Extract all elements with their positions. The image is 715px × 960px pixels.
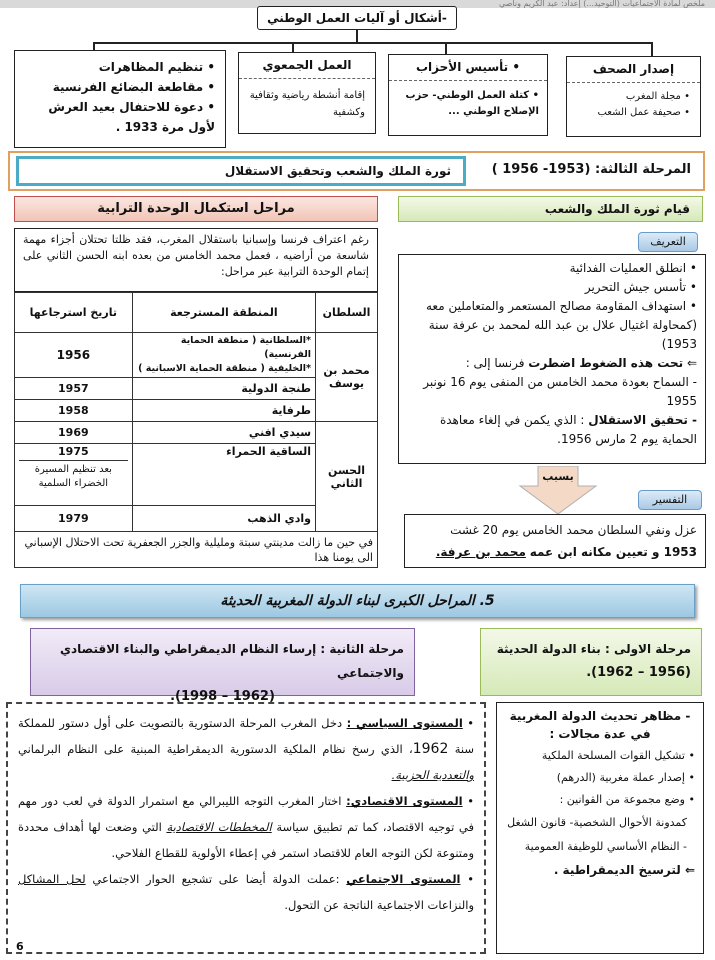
list-item: • دعوة للاحتفال بعيد العرش لأول مرة 1933 . [21, 97, 215, 137]
explanation-line2: 1953 و تعيين مكانه ابن عمه محمد بن عرفة. [435, 545, 697, 559]
parties-box [388, 54, 548, 136]
stage1-title: مرحلة الاولى : بناء الدولة الحديثة [496, 642, 691, 656]
connector [292, 42, 294, 52]
page-title: -أشكال أو آليات العمل الوطني [257, 6, 457, 30]
laws-text: كمدونة الأحوال الشخصية- قانون الشغل - النظام الأساسي للوظيفة العمومية [507, 816, 687, 853]
stage1-years: (1956 – 1962). [586, 665, 691, 680]
stage2-title: مرحلة الثانية : إرساء النظام الديمقراطي والبناء الاقتصادي والاجتماعي [59, 642, 404, 680]
stage1-box [480, 628, 702, 696]
stage2-years: (1962 – 1998). [170, 689, 275, 704]
list-item: • استهداف المقاومة مصالح المستعمر والمتعاملين معه (كمحاولة اغتيال علال بن عبد الله لمحمد بن عرفة سنة 1953) [407, 297, 697, 354]
press-box [566, 56, 701, 137]
table-cell: 1969 [15, 422, 133, 444]
table-cell: 1979 [15, 506, 133, 532]
associations-text: إقامة أنشطة رياضية وثقافية وكشفية [249, 90, 365, 118]
table-cell: 1956 [15, 333, 133, 378]
list-item: • تنظيم المظاهرات [21, 57, 215, 77]
revolution-box [398, 254, 706, 464]
social-level: • المستوى الاجتماعي :عملت الدولة أيضا على تشجيع الحوار الاجتماعي لحل المشاكل والنزاعات الاجتماعية الناتجة عن التحول. [18, 872, 474, 912]
list-item: • مقاطعة البضائع الفرنسية [21, 77, 215, 97]
explanation-box [404, 514, 706, 568]
phase3-label: المرحلة الثالثة: (1953- 1956 ) [491, 162, 691, 177]
sultan-2: الحسن الثاني [316, 422, 378, 532]
connector [93, 42, 95, 50]
page-number: 6 [16, 940, 24, 953]
modernization-title: - مظاهر تحديث الدولة المغربية في عدة مجالات : [509, 709, 691, 741]
connector [445, 42, 447, 54]
section5-title: المراحل الكبرى لبناء الدولة المغربية الحديثة [220, 593, 475, 609]
associations-box [238, 52, 376, 134]
table-cell: 1975 بعد تنظيم المسيرة الخضراء السلمية [15, 444, 133, 506]
associations-title: العمل الجمعوي [239, 53, 375, 79]
conclusion: ⇐ لترسيخ الديمقراطية . [553, 863, 695, 877]
levels-box [6, 702, 486, 954]
parties-text: • كتلة العمل الوطني- حزب الإصلاح الوطني ... [405, 90, 539, 117]
table-footer: في حين ما زالت مدينتي سبتة ومليلية والجزر الجعفرية تحت الاحتلال الإسباني الى يومنا هذا [15, 532, 378, 568]
connector [356, 30, 358, 42]
table-cell: طنجة الدولية [132, 378, 315, 400]
definition-tag: التعريف [638, 232, 698, 252]
revolution-header: قيام ثورة الملك والشعب [398, 196, 703, 222]
phase3-banner [8, 151, 705, 191]
parties-title: • تأسيس الأحزاب [389, 55, 547, 81]
press-title: إصدار الصحف [567, 57, 700, 83]
list-item: • تشكيل القوات المسلحة الملكية [505, 745, 695, 767]
section5-number: 5. [479, 593, 495, 609]
table-cell: الساقية الحمراء [132, 444, 315, 506]
list-item: • صحيفة عمل الشعب [567, 105, 690, 121]
table-cell: 1957 [15, 378, 133, 400]
table-cell: وادي الذهب [132, 506, 315, 532]
modernization-box [496, 702, 704, 954]
list-item: • إصدار عملة مغربية (الدرهم) [505, 767, 695, 789]
top-strip: ملخص لمادة الاجتماعيات (التوحيد...) إعداد: عبد الكريم وناصي [0, 0, 715, 8]
phase3-title: ثورة الملك والشعب وتحقيق الاستقلال [16, 156, 466, 186]
list-item: • تأسس جيش التحرير [407, 278, 697, 297]
stage2-box [30, 628, 415, 704]
cause-label: بسبب [542, 470, 574, 483]
table-cell: 1958 [15, 400, 133, 422]
connector [651, 42, 653, 56]
unity-intro: رغم اعتراف فرنسا وإسبانيا باستقلال المغرب، فقد ظلتا تحتلان أجزاء مهمة شاسعة من أراضيه ، فعمل محمد الخامس من بعده ابنه الحسن الثاني على إتمام الوحدة الترابية عبر مراحل: [14, 228, 378, 292]
section5-banner [20, 584, 695, 618]
list-item: • وضع مجموعة من القوانين : [505, 789, 695, 811]
table-cell: *السلطانية ( منطقة الحماية الفرنسية) *الخليفية ( منطقة الحماية الاسبانية ) [132, 333, 315, 378]
unity-table [14, 292, 378, 568]
demos-box [14, 50, 226, 148]
list-item: • انطلق العمليات الفدائية [407, 259, 697, 278]
economic-level: • المستوى الاقتصادي: اختار المغرب التوجه الليبرالي مع استمرار الدولة في لعب دور مهم في توجيه الاقتصاد، كما تم تطبيق سياسة المخططات الاقتصادية التي وضعت لها أهداف محددة ومتنوعة لكن التوجه العام للاقتصاد استمر في إعطاء الأولوية للقطاع الفلاحي. [18, 794, 475, 860]
connector [93, 42, 651, 44]
col-date: تاريخ استرجاعها [15, 293, 133, 333]
sultan-1: محمد بن يوسف [316, 333, 378, 422]
table-cell: سيدي افني [132, 422, 315, 444]
col-region: المنطقة المسترجعة [132, 293, 315, 333]
list-item: • مجلة المغرب [567, 89, 690, 105]
table-cell: طرفاية [132, 400, 315, 422]
independence-line: - تحقيق الاستقلال : الذي يكمن في إلغاء معاهدة الحماية يوم 2 مارس 1956. [439, 413, 697, 446]
unity-header: مراحل استكمال الوحدة الترابية [14, 196, 378, 222]
explanation-tag: التفسير [638, 490, 702, 510]
col-sultan: السلطان [316, 293, 378, 333]
pressure-line: ⇐ تحت هذه الضغوط اضطرت فرنسا إلى : [465, 356, 697, 370]
explanation-line1: عزل ونفي السلطان محمد الخامس يوم 20 غشت [450, 523, 697, 537]
return-line: - السماح بعودة محمد الخامس من المنفى يوم 16 نونبر 1955 [423, 375, 697, 408]
political-level: • المستوى السياسي : دخل المغرب المرحلة الدستورية بالتصويت على أول دستور للمملكة سنة 1962، الذي رسخ نظام الملكية الدستورية الديمقراطية المبنية على النظام البرلماني والتعددية الحزبية. [18, 716, 475, 782]
